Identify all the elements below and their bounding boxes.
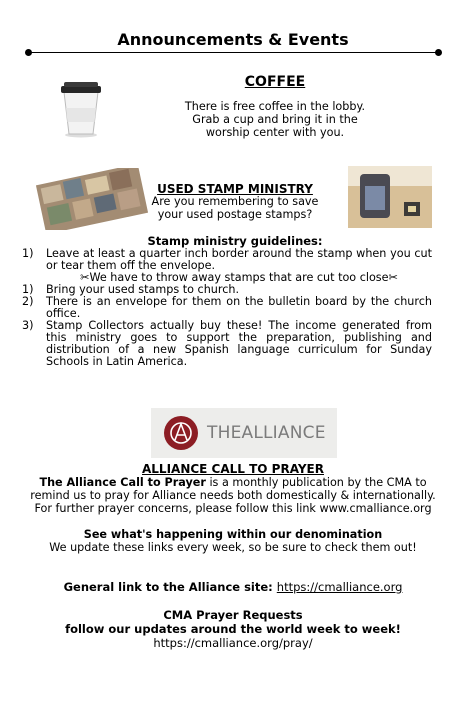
list-item-text: Stamp Collectors actually buy these! The income generated from this ministry goes to support the preparation, publishing and distribution of a new Spanish language curriculum for Sunday Schools in Latin America. [46,319,432,368]
list-item-number: 1) [22,283,34,296]
prayer-bold: The Alliance Call to Prayer [39,476,206,489]
alliance-logo-text: THEALLIANCE [207,423,326,443]
coffee-line-3: worship center with you. [205,126,345,139]
list-item [22,320,432,368]
rule-dot-left [25,49,32,56]
list-item-text: Leave at least a quarter inch border around the stamp when you cut or tear them off the envelope. [46,247,432,272]
guidelines-title: Stamp ministry guidelines: [147,234,323,248]
page-title: Announcements & Events [117,30,349,49]
guidelines-list [22,248,432,368]
denomination-text: We update these links every week, so be sure to check them out! [49,541,417,554]
alliance-seal-icon [161,413,201,453]
general-link-line [0,580,466,594]
coffee-line-2: Grab a cup and bring it in the [192,113,358,126]
alliance-logo [151,408,337,458]
list-item-text: There is an envelope for them on the bulletin board by the church office. [46,295,432,320]
prayer-line-1 [0,476,466,489]
list-item-number: 2) [22,295,34,308]
stamp-jar-photo [348,166,432,228]
prayer-title: ALLIANCE CALL TO PRAYER [142,462,324,476]
stamps-title: USED STAMP MINISTRY [157,182,313,196]
stamps-subtitle-1: Are you remembering to save [151,195,319,208]
prayer-line-3: For further prayer concerns, please follow this link www.cmalliance.org [34,502,432,515]
list-item-number: 1) [22,247,34,260]
list-item [22,248,432,272]
list-item [22,296,432,320]
prayer-requests-subtitle: follow our updates around the world week to week! [65,622,401,636]
list-item-text: Bring your used stamps to church. [46,283,240,296]
stamps-subtitle-2: your used postage stamps? [157,208,313,221]
general-link[interactable]: https://cmalliance.org [276,580,403,594]
general-link-label: General link to the Alliance site: [63,580,277,594]
scissors-note: ✂We have to throw away stamps that are cut too close✂ [80,271,398,284]
coffee-title: COFFEE [244,74,306,90]
prayer-line-2: remind us to pray for Alliance needs both domestically & internationally. [30,489,436,502]
prayer-requests-title: CMA Prayer Requests [163,608,303,622]
prayer-requests-link[interactable]: https://cmalliance.org/pray/ [153,636,313,650]
header-rule [28,52,438,53]
rule-dot-right [435,49,442,56]
denomination-title: See what's happening within our denomination [83,528,383,541]
coffee-line-1: There is free coffee in the lobby. [184,100,366,113]
prayer-rest: is a monthly publication by the CMA to [205,476,427,489]
coffee-cup-image [56,78,106,138]
list-item-number: 3) [22,319,34,332]
